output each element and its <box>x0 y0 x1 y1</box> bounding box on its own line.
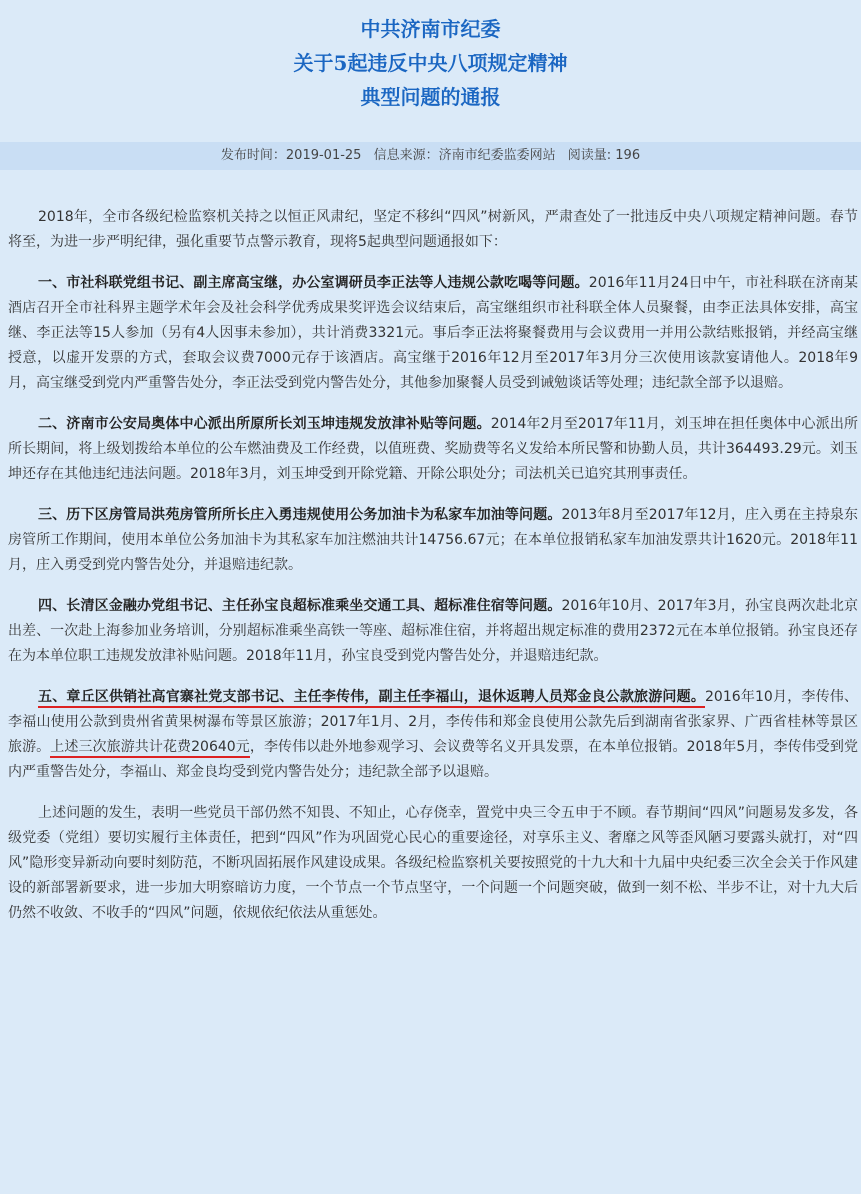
read-count: 阅读量: 196 <box>567 148 641 163</box>
conclusion-paragraph: 上述问题的发生，表明一些党员干部仍然不知畏、不知止，心存侥幸，置党中央三令五申于不顾。春节期间“四风”问题易发多发，各级党委（党组）要切实履行主体责任，把到“四风”作为巩固党心民心的重要途径，对享乐主义、奢靡之风等歪风陋习要露头就打，对“四风”隐形变异新动向要时刻防范，不断巩固拓展作风建设成果。各级纪检监察机关要按照党的十九大和十九届中央纪委三次全会关于作风建设的新部署新要求，进一步加大明察暗访力度，一个节点一个节点坚守，一个问题一个问题突破，做到一刻不松、半步不让，对十九大后仍然不收敛、不收手的“四风”问题，依规依纪依法从重惩处。 <box>8 805 858 921</box>
case-1-paragraph <box>8 271 858 396</box>
title-line-2: 关于5起违反中央八项规定精神 <box>293 51 568 75</box>
case-3-paragraph <box>8 503 858 578</box>
title-line-1: 中共济南市纪委 <box>360 17 501 41</box>
info-source: 信息来源：济南市纪委监委网站 <box>373 148 556 163</box>
case-5-body-a: 2016年10月，李传伟、李福山使用公款到贵州省黄果树瀑布等景区旅游；2017年1月、2月，李传伟和郑金良使用公款先后到湖南省张家界、广西省桂林等景区旅游。 <box>8 689 858 755</box>
case-2-body: 2014年2月至2017年11月，刘玉坤在担任奥体中心派出所所长期间，将上级划拨给本单位的公车燃油费及工作经费，以值班费、奖励费等名义发给本所民警和协勤人员，共计364493.29元。刘玉坤还存在其他违纪违法问题。2018年3月，刘玉坤受到开除党籍、开除公职处分；司法机关已追究其刑事责任。 <box>8 416 858 482</box>
case-5-body-b: ，李传伟以赴外地参观学习、会议费等名义开具发票，在本单位报销。2018年5月，李传伟受到党内严重警告处分，李福山、郑金良均受到党内警告处分；违纪款全部予以退赔。 <box>8 739 858 780</box>
case-4-title: 四、长清区金融办党组书记、主任孙宝良超标准乘坐交通工具、超标准住宿等问题。 <box>38 598 562 614</box>
article-header <box>0 0 861 114</box>
case-5-highlight: 上述三次旅游共计花费20640元 <box>50 739 250 758</box>
case-5-paragraph <box>8 685 858 785</box>
article-body <box>8 205 858 942</box>
case-4-body: 2016年10月、2017年3月，孙宝良两次赴北京出差、一次赴上海参加业务培训，分别超标准乘坐高铁一等座、超标准住宿，并将超出规定标准的费用2372元在本单位报销。孙宝良还存在为本单位职工违规发放津补贴问题。2018年11月，孙宝良受到党内警告处分，并退赔违纪款。 <box>8 598 859 664</box>
case-3-body: 2013年8月至2017年12月，庄入勇在主持泉东房管所工作期间，使用本单位公务加油卡为其私家车加注燃油共计14756.67元；在本单位报销私家车加油发票共计1620元。2018年11月，庄入勇受到党内警告处分，并退赔违纪款。 <box>8 507 859 573</box>
meta-bar <box>0 142 861 170</box>
case-2-title: 二、济南市公安局奥体中心派出所原所长刘玉坤违规发放津补贴等问题。 <box>38 416 491 432</box>
case-2-paragraph <box>8 412 858 487</box>
case-3-title: 三、历下区房管局洪苑房管所所长庄入勇违规使用公务加油卡为私家车加油等问题。 <box>38 507 562 523</box>
intro-paragraph: 2018年，全市各级纪检监察机关持之以恒正风肃纪，坚定不移纠“四风”树新风，严肃查处了一批违反中央八项规定精神问题。春节将至，为进一步严明纪律，强化重要节点警示教育，现将5起典型问题通报如下： <box>8 209 858 250</box>
publish-time: 发布时间：2019-01-25 <box>220 148 362 163</box>
case-1-body: 2016年11月24日中午，市社科联在济南某酒店召开全市社科界主题学术年会及社会科学优秀成果奖评选会议结束后，高宝继组织市社科联全体人员聚餐，由李正法具体安排，高宝继、李正法等15人参加（另有4人因事未参加），共计消费3321元。事后李正法将聚餐费用与会议费用一并用公款结账报销，并经高宝继授意，以虚开发票的方式，套取会议费7000元存于该酒店。高宝继于2016年12月至2017年3月分三次使用该款宴请他人。2018年9月，高宝继受到党内严重警告处分，李正法受到党内警告处分，其他参加聚餐人员受到诫勉谈话等处理；违纪款全部予以退赔。 <box>8 275 858 391</box>
case-1-title: 一、市社科联党组书记、副主席高宝继，办公室调研员李正法等人违规公款吃喝等问题。 <box>38 275 589 291</box>
title-line-3: 典型问题的通报 <box>360 85 501 109</box>
case-4-paragraph <box>8 594 858 669</box>
case-5-title: 五、章丘区供销社高官寨社党支部书记、主任李传伟，副主任李福山，退休返聘人员郑金良公款旅游问题。 <box>38 689 705 708</box>
